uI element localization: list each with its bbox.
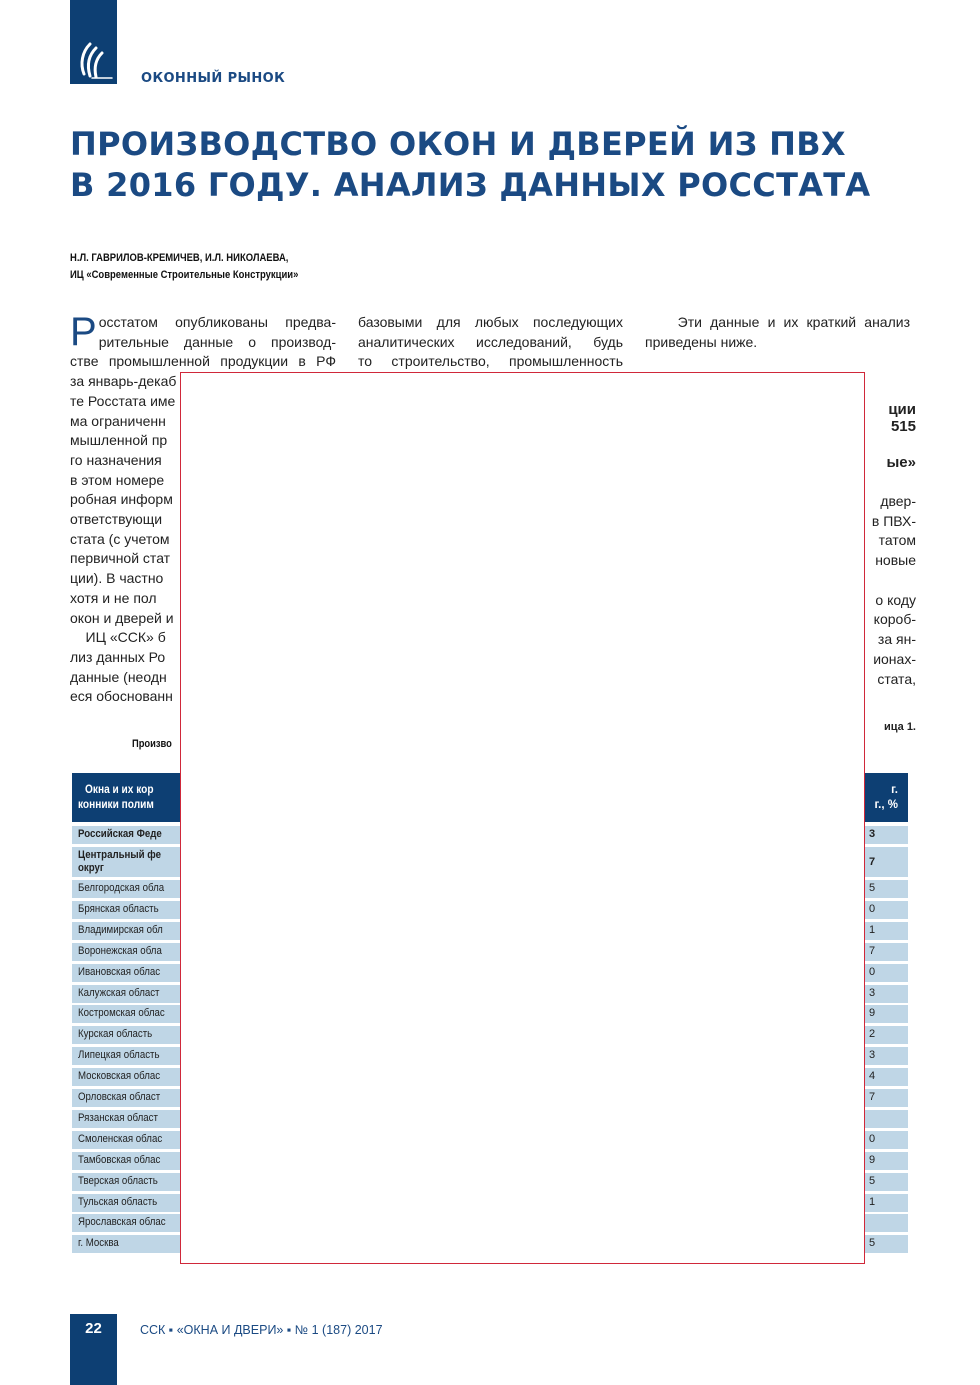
row-value: 0	[869, 902, 876, 915]
text-fragment: ции	[888, 401, 916, 418]
text-line: хотя и не пол	[70, 589, 157, 606]
title-line-2: В 2016 ГОДУ. АНАЛИЗ ДАННЫХ РОССТАТА	[70, 166, 871, 204]
row-value: 2	[869, 1028, 876, 1041]
text-fragment: короб-	[873, 611, 916, 627]
text-line: в этом номере	[70, 471, 165, 488]
row-value: 7	[869, 1091, 876, 1103]
header-left-line-1: Окна и их кор	[85, 784, 154, 796]
region-name: Липецкая область	[78, 1049, 160, 1062]
text-line: еся обоснованн	[70, 688, 173, 705]
row-value: 1	[869, 923, 876, 936]
row-value: 5	[869, 882, 876, 894]
text-line: ответствующи	[70, 511, 163, 528]
text-line: рительные данные о производ-	[98, 333, 336, 350]
region-name: Тульская область	[78, 1195, 158, 1208]
row-value: 3	[869, 828, 876, 840]
header-left-line-2: конники полим	[78, 799, 154, 811]
text-line: осстатом опубликованы предва-	[98, 314, 336, 330]
header-right-line-1: г.	[891, 784, 898, 796]
region-name: Московская облас	[78, 1070, 161, 1083]
row-value: 5	[869, 1174, 876, 1187]
text-line: стве промышленной продукции в РФ	[70, 353, 336, 370]
text-line: то строительство, промышленность	[358, 353, 623, 370]
authors	[70, 250, 298, 284]
region-name: Ярославская облас	[78, 1216, 166, 1229]
text-fragment: новые	[875, 552, 916, 568]
row-value: 3	[869, 986, 876, 999]
region-name: Брянская область	[78, 902, 159, 915]
region-name: Костромская облас	[78, 1007, 165, 1020]
section-label: ОКОННЫЙ РЫНОК	[141, 71, 286, 86]
text-line: приведены ниже.	[645, 333, 758, 350]
text-column-2	[358, 313, 623, 372]
header-logo-block	[70, 0, 117, 84]
text-fragment: стата,	[877, 671, 916, 687]
region-name: Калужская област	[78, 986, 160, 999]
region-name: Смоленская облас	[78, 1132, 163, 1145]
text-fragment: ые»	[886, 454, 916, 471]
text-line: мышленной пр	[70, 432, 168, 449]
region-name: Белгородская обла	[78, 882, 165, 894]
text-line: окон и дверей и	[70, 609, 174, 626]
header-right-line-2: г., %	[874, 799, 898, 811]
region-name: Тверская область	[78, 1174, 158, 1187]
row-value: 1	[869, 1195, 876, 1208]
article-title	[70, 124, 870, 206]
region-name: Воронежская обла	[78, 944, 162, 957]
text-line: ИЦ «ССК» б	[70, 629, 166, 646]
text-fragment: ица 1.	[883, 721, 916, 733]
text-fragment: двер-	[880, 493, 916, 509]
ssk-logo-icon	[70, 0, 117, 84]
text-line: лиз данных Ро	[70, 648, 166, 665]
row-value: 3	[869, 1049, 876, 1062]
region-name: Владимирская обл	[78, 923, 163, 936]
text-line: го назначения	[70, 451, 162, 468]
text-fragment: ионах-	[873, 651, 916, 667]
row-value: 4	[869, 1070, 876, 1083]
text-line: за январь-декаб	[70, 373, 177, 390]
drop-cap: Р	[70, 310, 97, 354]
text-fragment: за ян-	[877, 631, 916, 647]
table-caption: Произво	[132, 738, 172, 750]
text-line: ма ограниченн	[70, 412, 166, 429]
title-line-1: ПРОИЗВОДСТВО ОКОН И ДВЕРЕЙ ИЗ ПВХ	[70, 125, 846, 163]
text-line: первичной стат	[70, 550, 171, 567]
text-line: робная информ	[70, 491, 173, 508]
region-name: Орловская област	[78, 1091, 161, 1103]
row-value: 0	[869, 965, 876, 978]
text-line: стата (с учетом	[70, 530, 170, 547]
text-column-3	[645, 313, 910, 352]
author-organization: ИЦ «Современные Строительные Конструкции»	[70, 269, 299, 281]
region-name: Российская Феде	[78, 828, 162, 840]
text-line: те Росстата име	[70, 392, 176, 409]
region-name: Ивановская облас	[78, 965, 161, 978]
text-line: аналитических исследований, будь	[358, 333, 623, 350]
text-fragment: о коду	[875, 592, 916, 608]
row-value: 7	[869, 944, 876, 957]
text-line: ции). В частно	[70, 570, 164, 587]
text-fragment: татом	[878, 532, 916, 548]
region-name: г. Москва	[78, 1237, 119, 1250]
author-names: Н.Л. ГАВРИЛОВ-КРЕМИЧЕВ, И.Л. НИКОЛАЕВА,	[70, 252, 289, 264]
row-value: 0	[869, 1132, 876, 1145]
row-value: 9	[869, 1007, 876, 1020]
row-value: 7	[869, 856, 876, 868]
region-name: Тамбовская облас	[78, 1153, 161, 1166]
region-name: Рязанская област	[78, 1111, 158, 1124]
text-fragment: 515	[890, 418, 916, 435]
region-name: Центральный фе округ	[78, 849, 162, 874]
row-value: 5	[869, 1237, 876, 1250]
text-fragment: в ПВХ-	[871, 513, 916, 529]
text-line: Эти данные и их краткий анализ	[645, 314, 910, 330]
text-line: данные (неодн	[70, 668, 167, 685]
row-value: 9	[869, 1153, 876, 1166]
page-number: 22	[85, 1320, 102, 1337]
publication-info: ССК ▪ «ОКНА И ДВЕРИ» ▪ № 1 (187) 2017	[140, 1323, 383, 1337]
text-line: базовыми для любых последующих	[358, 314, 623, 330]
region-name: Курская область	[78, 1028, 153, 1041]
redaction-overlay	[180, 372, 865, 1264]
